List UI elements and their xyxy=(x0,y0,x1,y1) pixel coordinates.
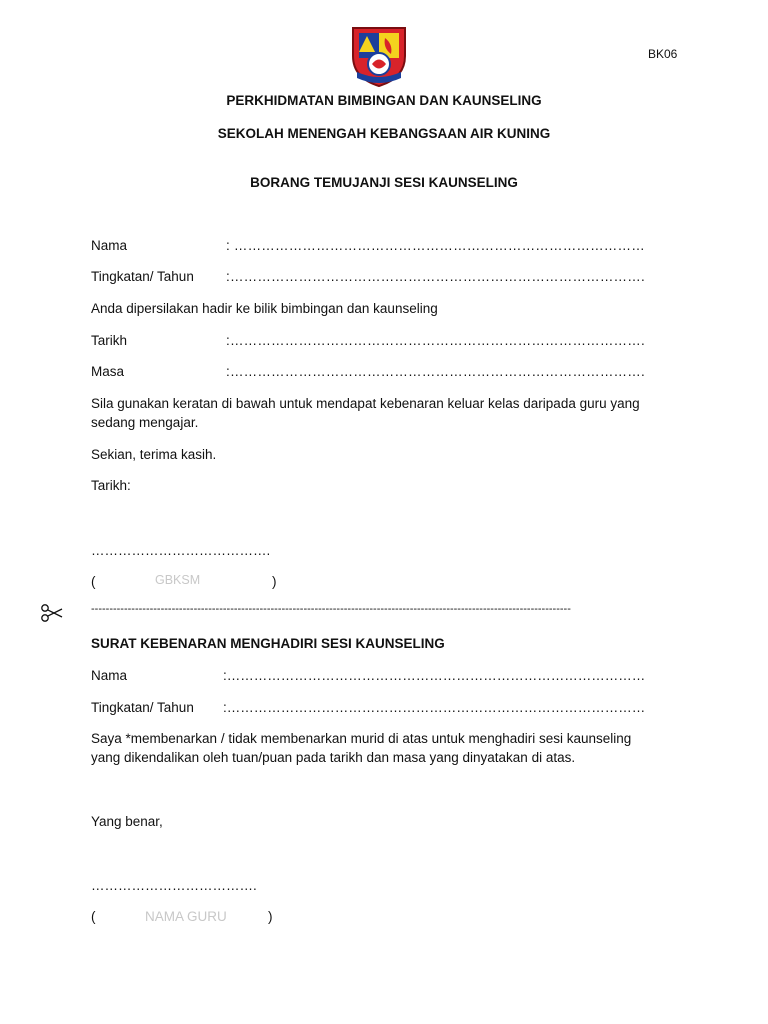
signature-line[interactable]: …………………………………. xyxy=(91,543,271,558)
header-department: PERKHIDMATAN BIMBINGAN DAN KAUNSELING xyxy=(226,93,542,108)
tarikh-label: Tarikh xyxy=(91,333,128,348)
permission-nama-label: Nama xyxy=(91,668,128,683)
masa-label: Masa xyxy=(91,364,125,379)
scissors-icon xyxy=(40,603,64,623)
form-title: BORANG TEMUJANJI SESI KAUNSELING xyxy=(250,175,518,190)
teacher-name: NAMA GURU xyxy=(145,909,227,924)
signer-name: GBKSM xyxy=(155,573,201,587)
permission-tingkatan-label: Tingkatan/ Tahun xyxy=(91,700,194,715)
permission-statement-line-1: Saya *membenarkan / tidak membenarkan murid di atas untuk menghadiri sesi kaunseling xyxy=(91,731,632,746)
teacher-signature-line[interactable]: ………………………………. xyxy=(91,878,257,893)
nama-field[interactable]: : ……………………………………………………………………………… xyxy=(226,238,645,253)
signer-open-paren: ( xyxy=(91,574,96,589)
teacher-open-paren: ( xyxy=(91,909,96,924)
masa-field[interactable]: :………………………………………………………………………………. xyxy=(226,364,645,379)
permission-title: SURAT KEBENARAN MENGHADIRI SESI KAUNSELING xyxy=(91,636,445,651)
header-school-name: SEKOLAH MENENGAH KEBANGSAAN AIR KUNING xyxy=(217,126,551,141)
teacher-close-paren: ) xyxy=(268,909,273,924)
tarikh-field[interactable]: :………………………………………………………………………………. xyxy=(226,333,645,348)
instruction-line-1: Sila gunakan keratan di bawah untuk mendapat kebenaran keluar kelas daripada guru yang xyxy=(91,396,640,411)
cut-line: ----------------------------------------------------------------------------------------------------------------------------------- xyxy=(91,603,571,615)
closing-text: Sekian, terima kasih. xyxy=(91,447,217,462)
form-code: BK06 xyxy=(648,47,678,61)
tingkatan-field[interactable]: :………………………………………………………………………………. xyxy=(226,269,645,284)
permission-nama-field[interactable]: :………………………………………………………………………………… xyxy=(223,668,646,683)
invite-text: Anda dipersilakan hadir ke bilik bimbingan dan kaunseling xyxy=(91,301,438,316)
tingkatan-label: Tingkatan/ Tahun xyxy=(91,269,194,284)
permission-closing: Yang benar, xyxy=(91,814,163,829)
instruction-line-2: sedang mengajar. xyxy=(91,415,199,430)
signer-close-paren: ) xyxy=(272,574,277,589)
date-label: Tarikh: xyxy=(91,478,131,493)
permission-statement-line-2: yang dikendalikan oleh tuan/puan pada tarikh dan masa yang dinyatakan di atas. xyxy=(91,750,576,765)
nama-label: Nama xyxy=(91,238,128,253)
school-crest-logo xyxy=(347,22,411,90)
permission-tingkatan-field[interactable]: :………………………………………………………………………………… xyxy=(223,700,646,715)
